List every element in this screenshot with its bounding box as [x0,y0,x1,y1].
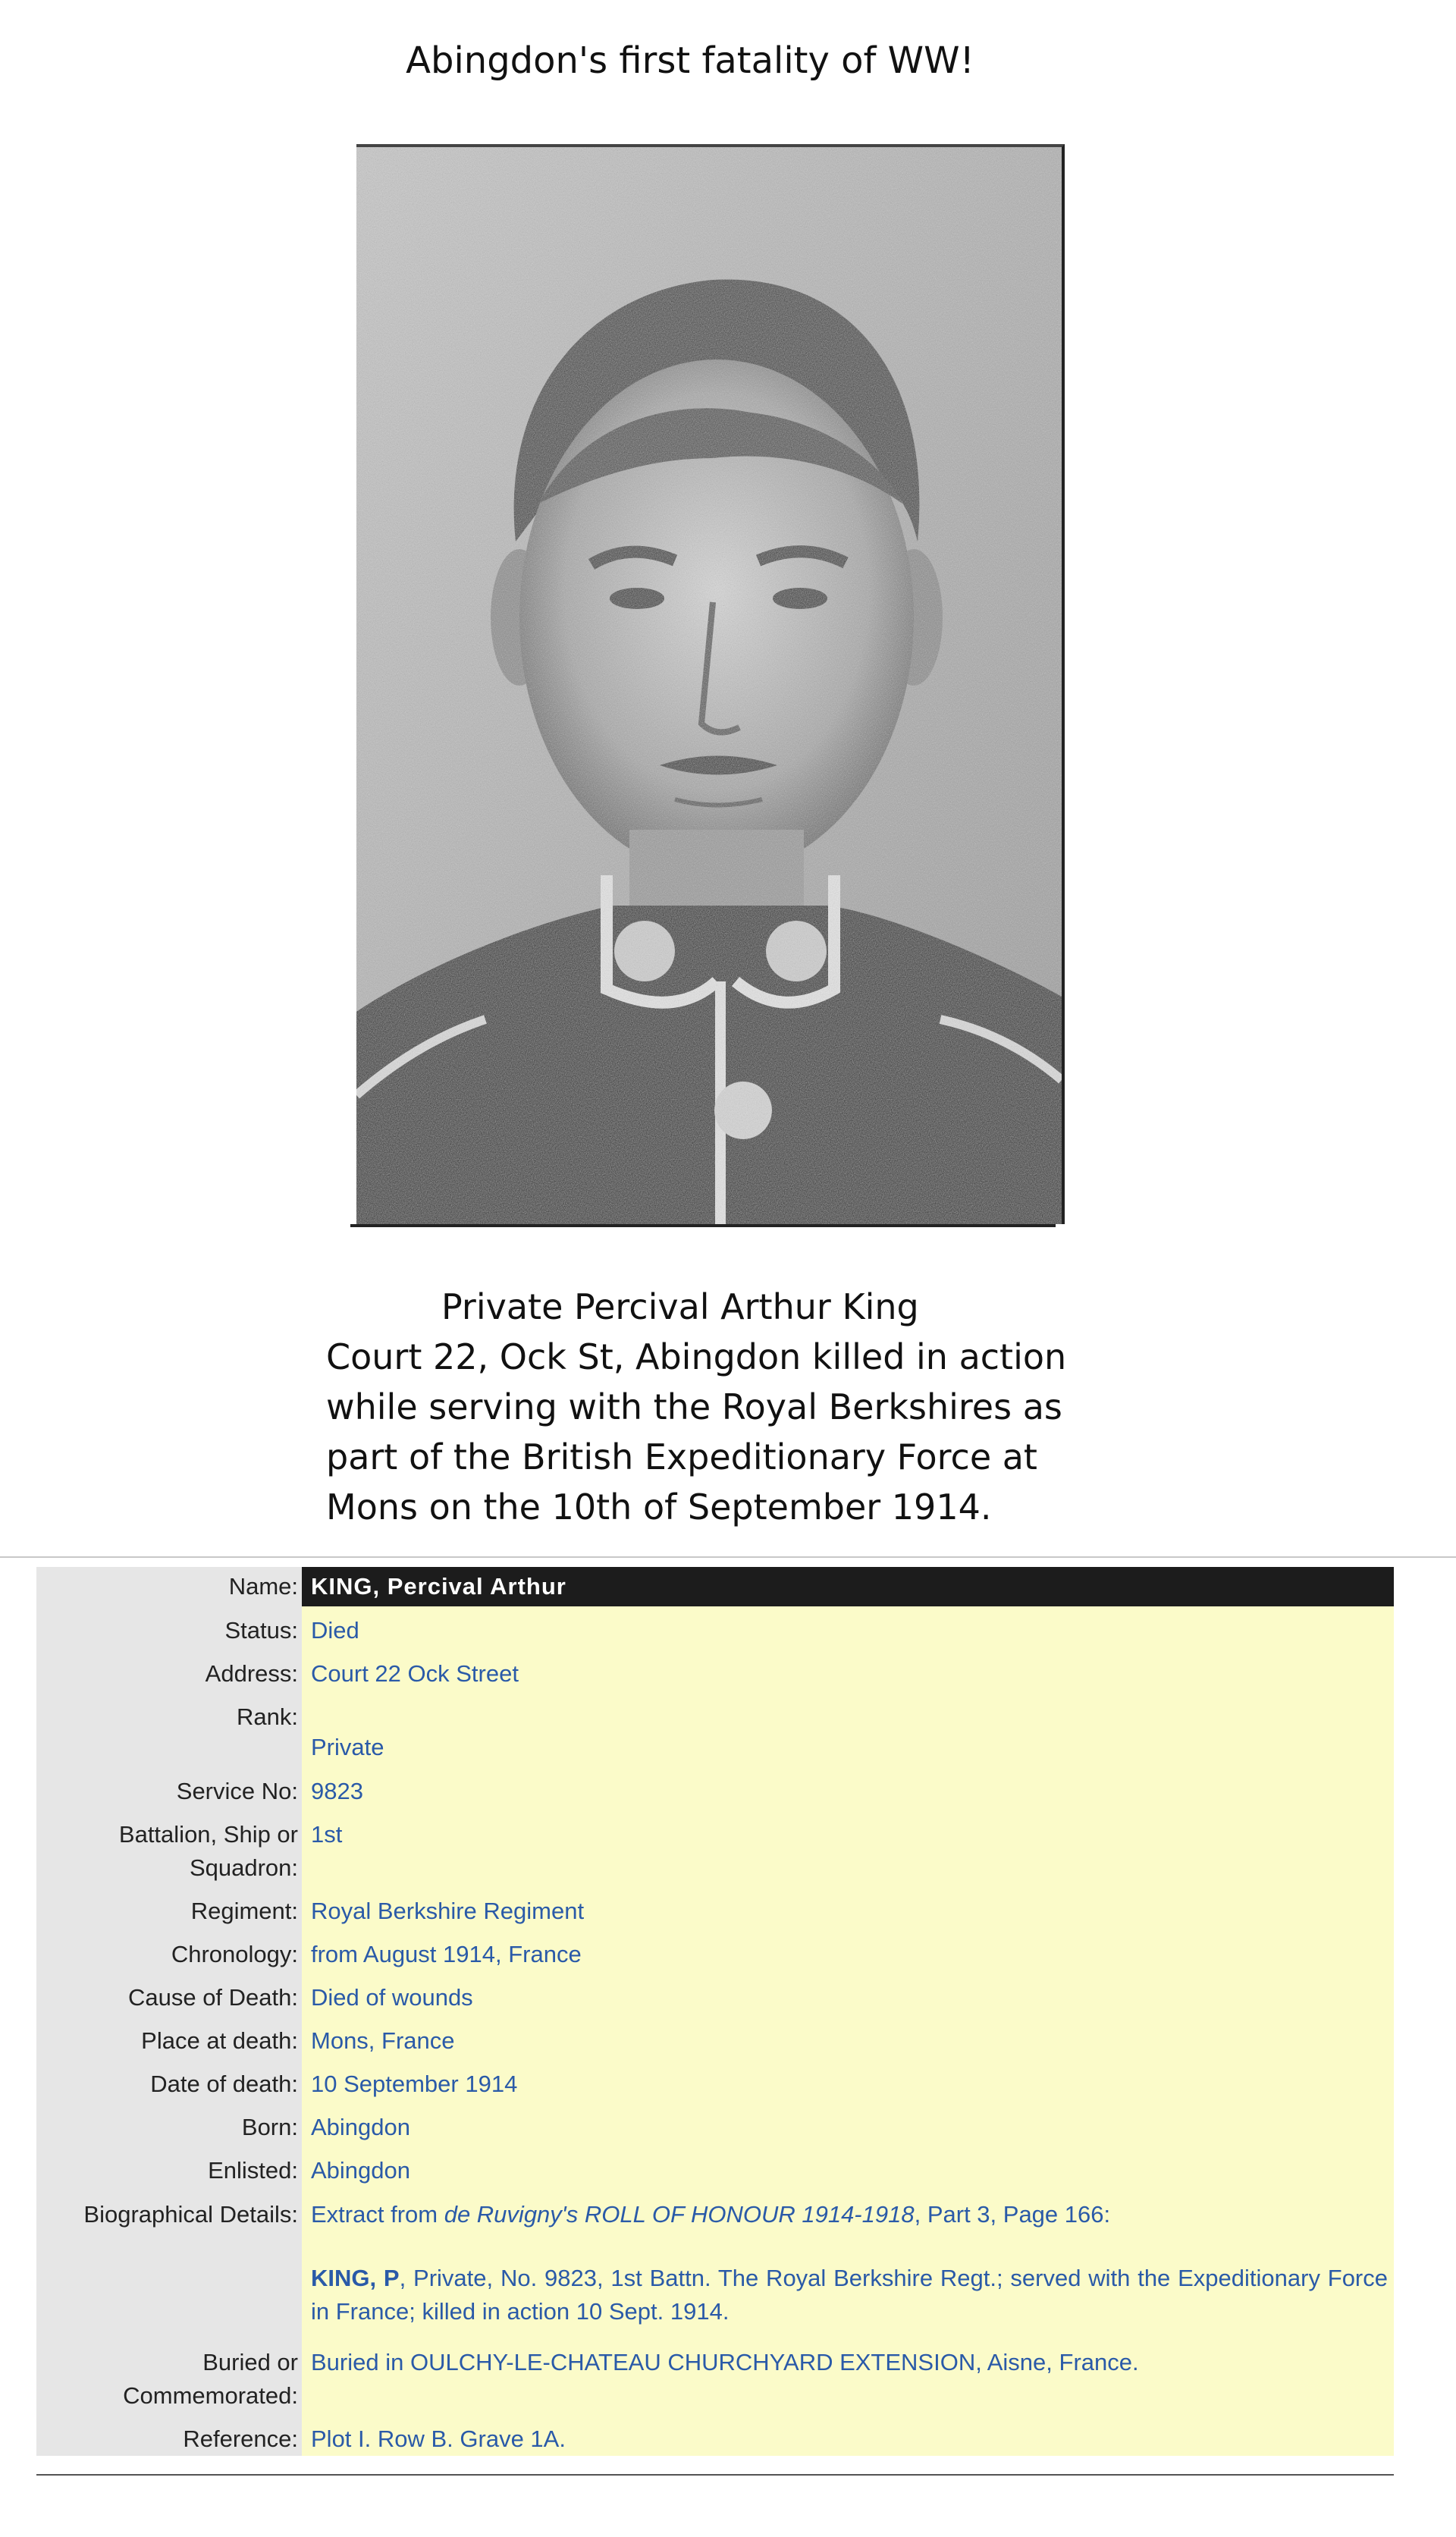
field-label: Reference: [183,2426,298,2452]
field-value: Buried in OULCHY-LE-CHATEAU CHURCHYARD EXTENSION, Aisne, France. [311,2349,1139,2375]
field-label: Biographical Details: [83,2201,298,2228]
caption-line: Private Percival Arthur King [441,1286,919,1327]
field-value: Died of wounds [311,1984,473,2011]
field-label: Battalion, Ship or [118,1821,298,1848]
field-value: Court 22 Ock Street [311,1660,519,1687]
bio-name: KING, P [311,2265,400,2291]
field-label: Status: [224,1617,298,1644]
field-value [311,2198,1388,2231]
field-value: Abingdon [311,2157,411,2184]
page-heading: Abingdon's first fatality of WW! [406,39,974,82]
field-label: Cause of Death: [127,1984,298,2011]
field-value: KING, Percival Arthur [311,1573,566,1600]
field-value: 1st [311,1821,343,1848]
bio-extract-suffix: , Part 3, Page 166: [914,2201,1111,2228]
portrait-photo [356,144,1065,1224]
caption-line: while serving with the Royal Berkshires as [326,1386,1062,1427]
field-label: Name: [228,1573,298,1600]
field-value: Died [311,1617,359,1644]
field-label: Buried or [202,2349,298,2375]
caption-line: Court 22, Ock St, Abingdon killed in action [326,1336,1067,1377]
field-value: Plot I. Row B. Grave 1A. [311,2426,566,2452]
field-label: Squadron: [189,1854,298,1881]
field-value: 10 September 1914 [311,2071,518,2097]
bottom-rule [36,2474,1394,2476]
field-value: Abingdon [311,2114,411,2140]
field-label: Enlisted: [208,2157,298,2184]
bio-text: , Private, No. 9823, 1st Battn. The Royal Berkshire Regt.; served with the Expeditionary Force in France; killed in action 10 Sept. 1914. [311,2265,1388,2325]
field-label: Place at death: [141,2027,298,2054]
photo-caption [326,1282,1084,1532]
field-label: Rank: [237,1703,298,1730]
field-value: Private [311,1734,384,1760]
caption-line: part of the British Expeditionary Force at [326,1436,1037,1477]
field-value: 9823 [311,1778,363,1804]
field-label: Born: [241,2114,298,2140]
field-value: Royal Berkshire Regiment [311,1898,585,1924]
field-label: Regiment: [190,1898,298,1924]
field-label: Service No: [176,1778,298,1804]
field-label: Date of death: [150,2071,298,2097]
field-label: Commemorated: [123,2382,298,2409]
field-label: Address: [205,1660,298,1687]
field-label: Chronology: [171,1941,298,1967]
field-value: from August 1914, France [311,1941,582,1967]
bio-entry [311,2262,1388,2328]
caption-line: Mons on the 10th of September 1914. [326,1487,992,1528]
bio-extract-prefix: Extract from [311,2201,444,2228]
section-divider [0,1556,1456,1558]
photo-bottom-border [350,1224,1056,1227]
field-value: Mons, France [311,2027,455,2054]
bio-extract-source: de Ruvigny's ROLL OF HONOUR 1914-1918 [444,2201,915,2228]
